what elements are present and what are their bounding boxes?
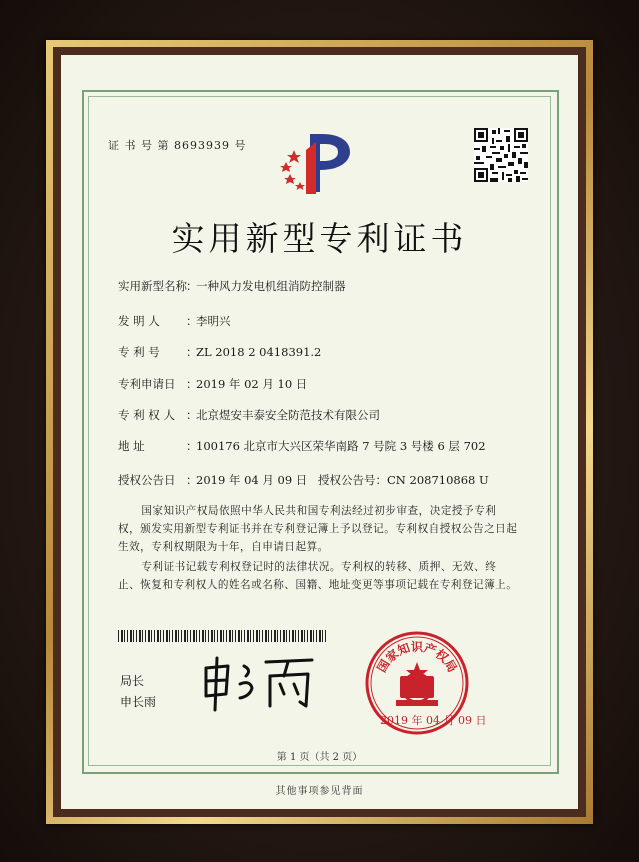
field-patent-number: 专 利 号 ：ZL 2018 2 0418391.2 — [118, 345, 322, 359]
field-inventor: 发 明 人 ：李明兴 — [118, 314, 231, 328]
field-grant-number: 授权公告号：CN 208710868 U — [318, 473, 489, 487]
chief-name: 申长雨 — [120, 695, 157, 709]
barcode — [118, 630, 328, 642]
signature-icon — [200, 654, 320, 714]
paragraph-legal-status: 专利证书记载专利权登记时的法律状况。专利权的转移、质押、无效、终止、恢复和专利权人的姓名或名称、国籍、地址变更等事项记载在专利登记簿上。 — [118, 561, 518, 591]
field-value: CN 208710868 U — [387, 473, 489, 487]
seal-date: 2019 年 04 月 09 日 — [380, 714, 487, 727]
seal-text: 国家知识产权局 — [374, 640, 460, 675]
field-label: 专 利 号 — [118, 345, 160, 359]
field-label: 专利申请日 — [118, 377, 176, 391]
field-value: ZL 2018 2 0418391.2 — [196, 345, 322, 359]
field-application-date: 专利申请日 ：2019 年 02 月 10 日 — [118, 377, 308, 391]
certificate-number: 证 书 号 第 8693939 号 — [108, 139, 247, 152]
field-address: 地 址 ：100176 北京市大兴区荣华南路 7 号院 3 号楼 6 层 702 — [118, 439, 486, 453]
field-value: 一种风力发电机组消防控制器 — [196, 279, 346, 293]
field-value: 李明兴 — [196, 314, 231, 328]
field-label: 授权公告号 — [318, 473, 376, 487]
field-value: 北京煜安丰泰安全防范技术有限公司 — [196, 408, 380, 422]
field-name: 实用新型名称：一种风力发电机组消防控制器 — [118, 279, 346, 293]
cnipa-logo-icon — [276, 132, 356, 198]
field-label: 专 利 权 人 — [118, 408, 175, 422]
field-value: 2019 年 02 月 10 日 — [196, 377, 308, 391]
field-patentee: 专 利 权 人 ：北京煜安丰泰安全防范技术有限公司 — [118, 408, 380, 422]
chief-title: 局长 — [120, 674, 145, 688]
field-label: 地 址 — [118, 439, 145, 453]
field-grant-date: 授权公告日 ：2019 年 04 月 09 日 — [118, 473, 308, 487]
back-note: 其他事项参见背面 — [275, 786, 364, 797]
field-label: 授权公告日 — [118, 473, 176, 487]
certificate-title: 实用新型专利证书 — [171, 219, 468, 258]
field-value: 100176 北京市大兴区荣华南路 7 号院 3 号楼 6 层 702 — [196, 439, 486, 453]
field-label: 实用新型名称 — [118, 279, 187, 293]
field-value: 2019 年 04 月 09 日 — [196, 473, 308, 487]
field-label: 发 明 人 — [118, 314, 160, 328]
page-number: 第 1 页（共 2 页） — [276, 752, 363, 763]
paragraph-grant: 国家知识产权局依照中华人民共和国专利法经过初步审查，决定授予专利权，颁发实用新型专利证书并在专利登记簿上予以登记。专利权自授权公告之日起生效，专利权期限为十年，自申请日起算。 — [118, 505, 518, 553]
qr-code-icon — [474, 128, 528, 182]
